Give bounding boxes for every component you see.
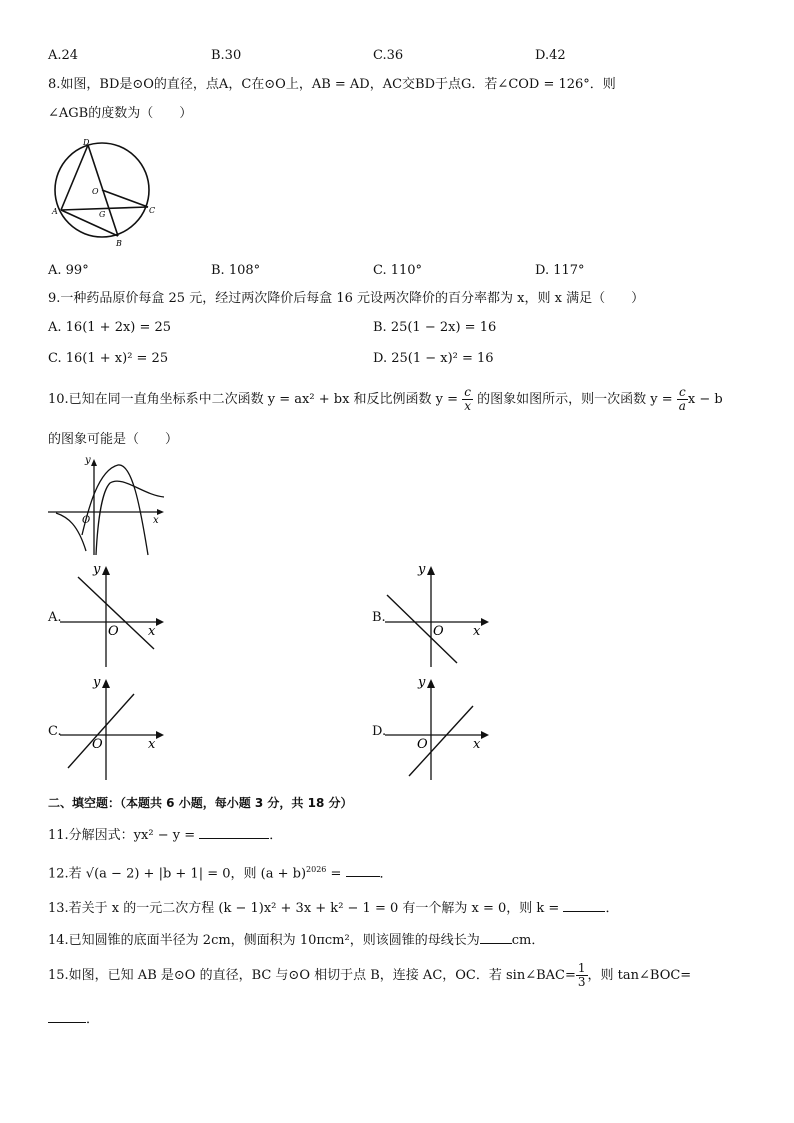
q8-chord-da <box>61 145 88 210</box>
q10-option-c-graph <box>60 676 170 781</box>
q10-b-label-o: O <box>433 624 444 639</box>
q8-segment-oc <box>102 190 148 207</box>
q14 <box>48 931 544 949</box>
q10-c-line <box>68 694 134 768</box>
q8-label-c: C <box>149 206 156 215</box>
q10-b-label-x: x <box>473 624 481 639</box>
q15-frac-den: 3 <box>577 975 586 989</box>
q13-answer-blank[interactable] <box>563 899 605 912</box>
q7-option-c: C.36 <box>373 48 404 63</box>
q9-option-b: B. 25(1 − 2x) = 16 <box>373 320 497 335</box>
q10-fraction-c-over-x <box>462 386 473 413</box>
q8-option-d: D. 117° <box>535 263 585 278</box>
q10-option-a-graph <box>60 563 170 668</box>
q10-stem-part2: 的图象如图所示，则一次函数 y = <box>472 392 677 407</box>
q10-frac1-num: c <box>462 386 473 400</box>
q10-given-label-x: x <box>153 515 159 526</box>
q10-option-c-label: C. <box>48 724 62 739</box>
q10-parabola <box>82 465 148 555</box>
q10-stem-line2: 的图象可能是（ ） <box>48 432 179 447</box>
q10-d-label-y: y <box>418 675 426 690</box>
q10-a-label-x: x <box>148 624 156 639</box>
q10-fraction-c-over-a <box>677 386 688 413</box>
q12-stem-b: = <box>326 866 342 882</box>
q11-end: ． <box>269 828 283 843</box>
q10-frac2-den: a <box>678 399 686 413</box>
q10-a-label-y: y <box>93 562 101 577</box>
q10-option-d-label: D. <box>372 724 387 739</box>
q13 <box>48 899 618 917</box>
q8-option-c: C. 110° <box>373 263 423 278</box>
q10-given-label-o: O <box>82 515 91 526</box>
q12 <box>48 862 393 882</box>
q15-end: ． <box>86 1012 100 1027</box>
q8-label-d: D <box>83 138 90 147</box>
q12-answer-blank[interactable] <box>346 864 380 877</box>
q10-option-b-graph <box>385 563 495 668</box>
q10-given-label-y: y <box>85 455 91 466</box>
q14-stem: 14.已知圆锥的底面半径为 2cm，侧面积为 10πcm²，则该圆锥的母线长为 <box>48 933 480 948</box>
q10-stem-part3: x − b <box>687 392 723 407</box>
q10-c-label-y: y <box>93 675 101 690</box>
q10-d-label-x: x <box>473 737 481 752</box>
q10-option-d-graph <box>385 676 495 781</box>
q15-stem-a: 15.如图，已知 AB 是⊙O 的直径，BC 与⊙O 相切于点 B，连接 AC，OC．若 sin∠BAC= <box>48 968 576 983</box>
q14-end: cm． <box>511 933 545 948</box>
q15-frac-num: 1 <box>577 961 586 975</box>
q10-option-b-label: B. <box>372 610 386 625</box>
q10-d-label-o: O <box>417 737 428 752</box>
q10-c-label-x: x <box>148 737 156 752</box>
q10-frac1-den: x <box>464 399 471 413</box>
q8-label-a: A <box>52 207 58 216</box>
q13-end: ． <box>605 901 619 916</box>
q10-b-label-y: y <box>418 562 426 577</box>
q11-stem: 11.分解因式：yx² − y = <box>48 828 196 843</box>
q8-option-b: B. 108° <box>211 263 261 278</box>
q9-option-c: C. 16(1 + x)² = 25 <box>48 351 169 366</box>
q12-exponent: 2026 <box>306 865 327 874</box>
q8-label-b: B <box>116 239 122 248</box>
q11-answer-blank[interactable] <box>199 826 269 839</box>
q8-circle-figure <box>48 135 168 250</box>
q15-stem-b: ，则 tan∠BOC= <box>587 968 692 983</box>
q10-option-a-label: A. <box>48 610 62 625</box>
q9-option-d: D. 25(1 − x)² = 16 <box>373 351 494 366</box>
section-2-title: 二、填空题：（本题共 6 小题，每小题 3 分，共 18 分） <box>48 796 353 810</box>
q13-stem: 13.若关于 x 的一元二次方程 (k − 1)x² + 3x + k² − 1 = 0 有一个解为 x = 0，则 k = <box>48 901 560 916</box>
q12-end: ． <box>379 866 393 882</box>
q10-a-label-o: O <box>108 624 119 639</box>
q10-stem-part1: 10.已知在同一直角坐标系中二次函数 y = ax² + bx 和反比例函数 y = <box>48 392 463 407</box>
q9-option-a: A. 16(1 + 2x) = 25 <box>48 320 172 335</box>
q10-given-graph <box>48 455 168 555</box>
q15-answer-blank[interactable] <box>48 1010 86 1023</box>
q15-fraction-1-3 <box>576 962 588 989</box>
q8-label-g: G <box>99 210 106 219</box>
q15-line2 <box>48 1010 99 1028</box>
q8-stem-line2: ∠AGB的度数为（ ） <box>48 106 193 121</box>
q9-stem: 9.一种药品原价每盒 25 元，经过两次降价后每盒 16 元设两次降价的百分率都为 x，则 x 满足（ ） <box>48 291 645 306</box>
q15-line1 <box>48 962 691 989</box>
q7-option-a: A.24 <box>48 48 79 63</box>
q8-stem-line1: 8.如图，BD是⊙O的直径，点A，C在⊙O上，AB = AD，AC交BD于点G．若∠COD = 126°．则 <box>48 77 616 92</box>
q12-stem-a: 12.若 √(a − 2) + |b + 1| = 0，则 (a + b) <box>48 866 307 882</box>
q10-frac2-num: c <box>677 386 688 400</box>
q8-option-a: A. 99° <box>48 263 89 278</box>
q10-c-label-o: O <box>92 737 103 752</box>
q10-b-line <box>387 595 457 663</box>
q14-answer-blank[interactable] <box>480 931 512 944</box>
q7-option-d: D.42 <box>535 48 566 63</box>
q10-stem-line1 <box>48 386 723 413</box>
q11 <box>48 826 282 844</box>
q8-label-o: O <box>92 187 99 196</box>
q7-option-b: B.30 <box>211 48 242 63</box>
